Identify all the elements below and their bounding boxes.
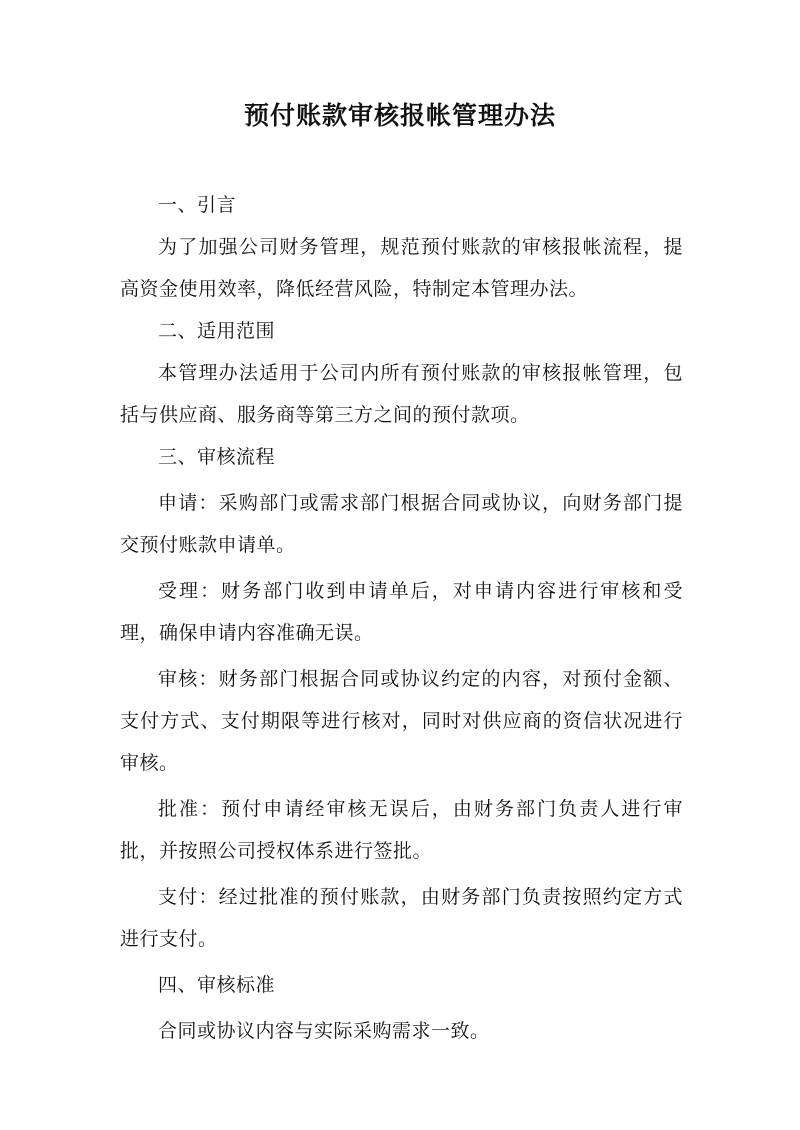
document-title: 预付账款审核报帐管理办法 [243, 101, 556, 130]
section-heading-introduction: 一、引言 [158, 194, 237, 216]
paragraph-introduction: 为了加强公司财务管理，规范预付账款的审核报帐流程，提高资金使用效率，降低经营风险，特制定本管理办法。 [120, 236, 683, 300]
paragraph-process-payment: 支付：经过批准的预付账款，由财务部门负责按照约定方式进行支付。 [120, 886, 683, 950]
paragraph-process-acceptance: 受理：财务部门收到申请单后，对申请内容进行审核和受理，确保申请内容准确无误。 [120, 580, 683, 644]
section-heading-process: 三、审核流程 [158, 446, 276, 468]
paragraph-process-approval: 批准：预付申请经审核无误后，由财务部门负责人进行审批，并按照公司授权体系进行签批。 [120, 798, 683, 862]
paragraph-process-application: 申请：采购部门或需求部门根据合同或协议，向财务部门提交预付账款申请单。 [120, 492, 683, 556]
document-body [120, 184, 683, 1052]
paragraph-scope: 本管理办法适用于公司内所有预付账款的审核报帐管理，包括与供应商、服务商等第三方之间的预付款项。 [120, 362, 683, 426]
paragraph-process-review: 审核：财务部门根据合同或协议约定的内容，对预付金额、支付方式、支付期限等进行核对，同时对供应商的资信状况进行审核。 [120, 668, 683, 774]
paragraph-standards-contract: 合同或协议内容与实际采购需求一致。 [158, 1020, 490, 1042]
section-heading-scope: 二、适用范围 [158, 320, 276, 342]
section-heading-standards: 四、审核标准 [158, 974, 276, 996]
